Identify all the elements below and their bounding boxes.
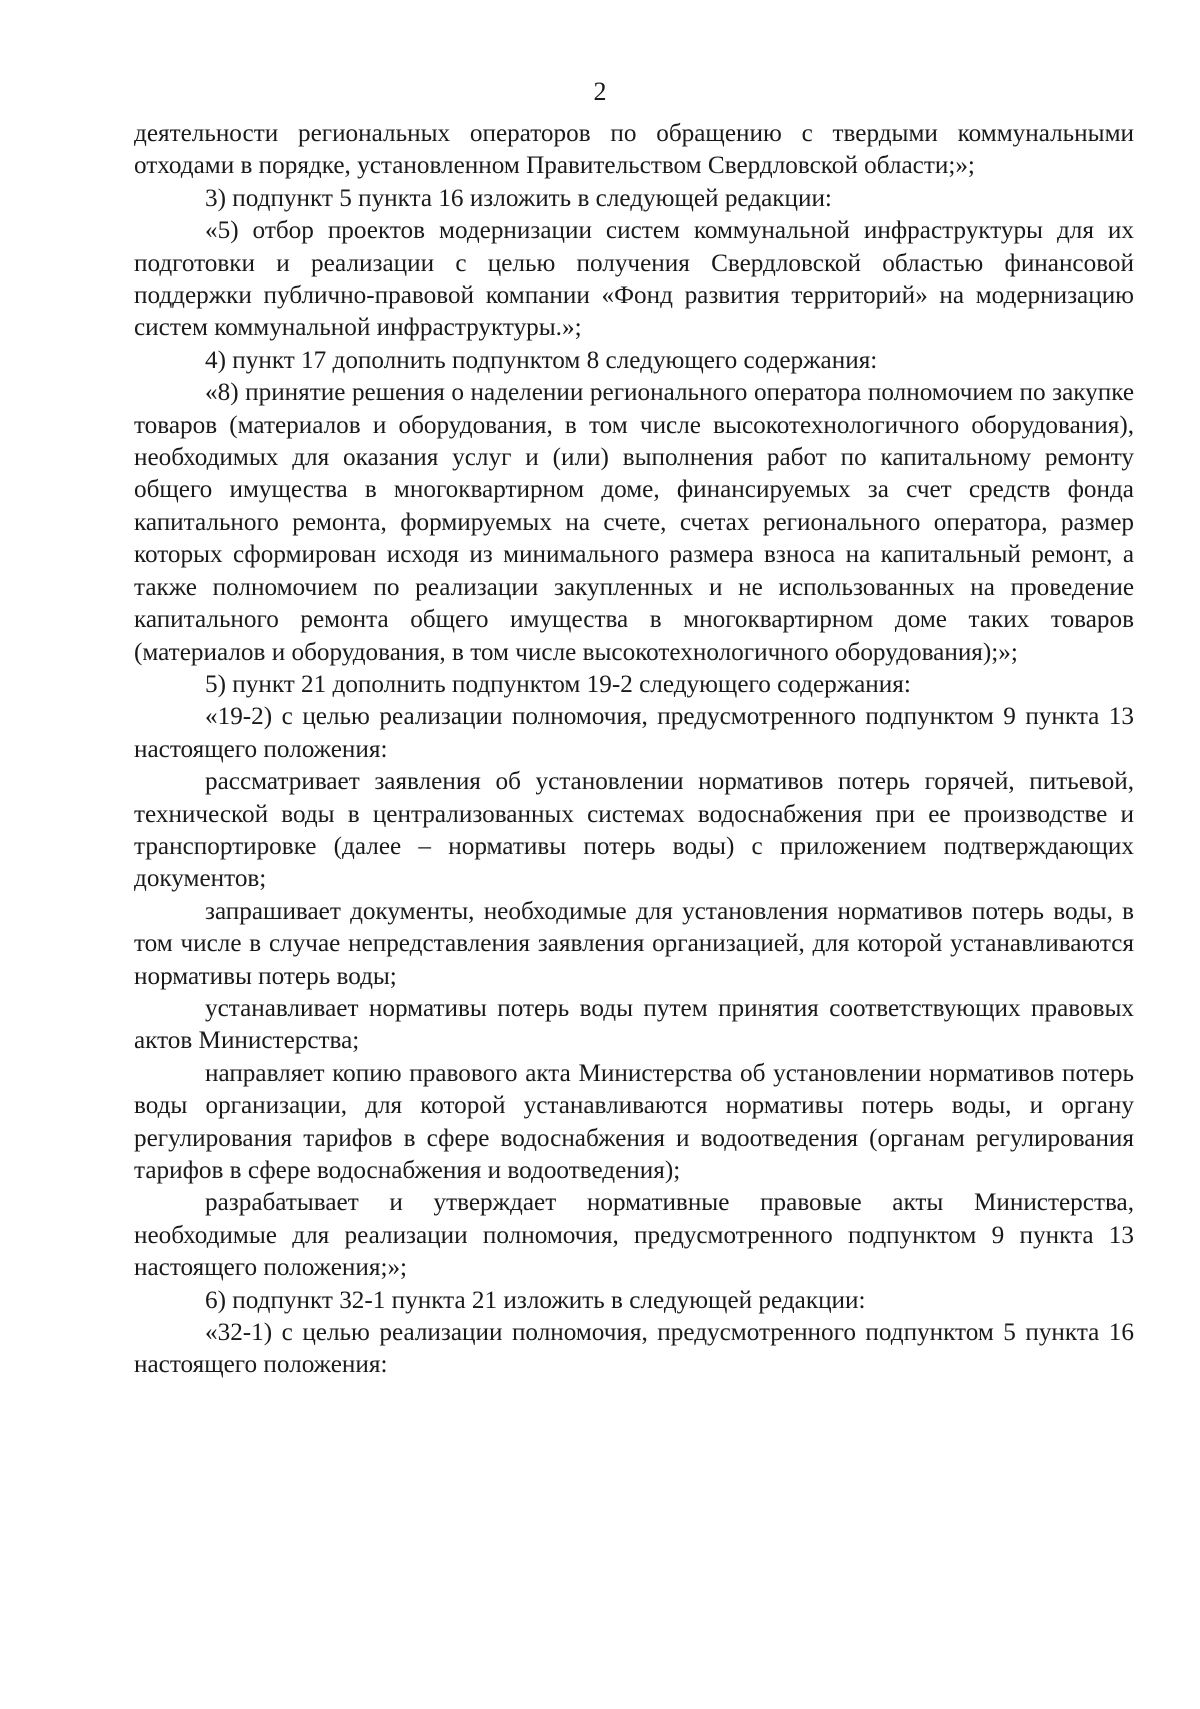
paragraph: 5) пункт 21 дополнить подпунктом 19-2 следующего содержания: bbox=[205, 670, 911, 698]
page-number: 2 bbox=[593, 77, 607, 106]
paragraph: «5) отбор проектов модернизации систем коммунальной инфраструктуры для их подготовки и реализации с целью получения Свердловской областью финансовой поддержки публично-правовой компании «Фонд развития территорий» на модернизацию систем коммунальной инфраструктуры.»; bbox=[134, 217, 1134, 342]
paragraph: рассматривает заявления об установлении нормативов потерь горячей, питьевой, технической воды в централизованных системах водоснабжения при ее производстве и транспортировке (далее – нормативы потерь воды) с приложением подтверждающих документов; bbox=[134, 768, 1134, 893]
paragraph: «19-2) с целью реализации полномочия, предусмотренного подпунктом 9 пункта 13 настоящего положения: bbox=[134, 703, 1134, 763]
paragraph: разрабатывает и утверждает нормативные правовые акты Министерства, необходимые для реализации полномочия, предусмотренного подпунктом 9 пункта 13 настоящего положения;»; bbox=[134, 1189, 1134, 1282]
paragraph: деятельности региональных операторов по обращению с твердыми коммунальными отходами в порядке, установленном Правительством Свердловской области;»; bbox=[134, 120, 1134, 180]
paragraph: 3) подпункт 5 пункта 16 изложить в следующей редакции: bbox=[205, 184, 832, 212]
paragraph: «32-1) с целью реализации полномочия, предусмотренного подпунктом 5 пункта 16 настоящего положения: bbox=[134, 1319, 1134, 1379]
document-body bbox=[134, 118, 1134, 1382]
paragraph: «8) принятие решения о наделении регионального оператора полномочием по закупке товаров (материалов и оборудования, в том числе высокотехнологичного оборудования), необходимых для оказания услуг и (или) выполнения работ по капитальному ремонту общего имущества в многоквартирном доме, финансируемых за счет средств фонда капитального ремонта, формируемых на счете, счетах регионального оператора, размер которых сформирован исходя из минимального размера взноса на капитальный ремонт, а также полномочием по реализации закупленных и не использованных на проведение капитального ремонта общего имущества в многоквартирном доме таких товаров (материалов и оборудования, в том числе высокотехнологичного оборудования);»; bbox=[134, 379, 1134, 666]
paragraph: запрашивает документы, необходимые для установления нормативов потерь воды, в том числе в случае непредставления заявления организацией, для которой устанавливаются нормативы потерь воды; bbox=[134, 897, 1134, 990]
paragraph: 6) подпункт 32-1 пункта 21 изложить в следующей редакции: bbox=[205, 1286, 866, 1314]
paragraph: 4) пункт 17 дополнить подпунктом 8 следующего содержания: bbox=[205, 346, 878, 374]
paragraph: направляет копию правового акта Министерства об установлении нормативов потерь воды организации, для которой устанавливаются нормативы потерь воды, и органу регулирования тарифов в сфере водоснабжения и водоотведения (органам регулирования тарифов в сфере водоснабжения и водоотведения); bbox=[134, 1059, 1134, 1184]
paragraph: устанавливает нормативы потерь воды путем принятия соответствующих правовых актов Министерства; bbox=[134, 994, 1134, 1055]
